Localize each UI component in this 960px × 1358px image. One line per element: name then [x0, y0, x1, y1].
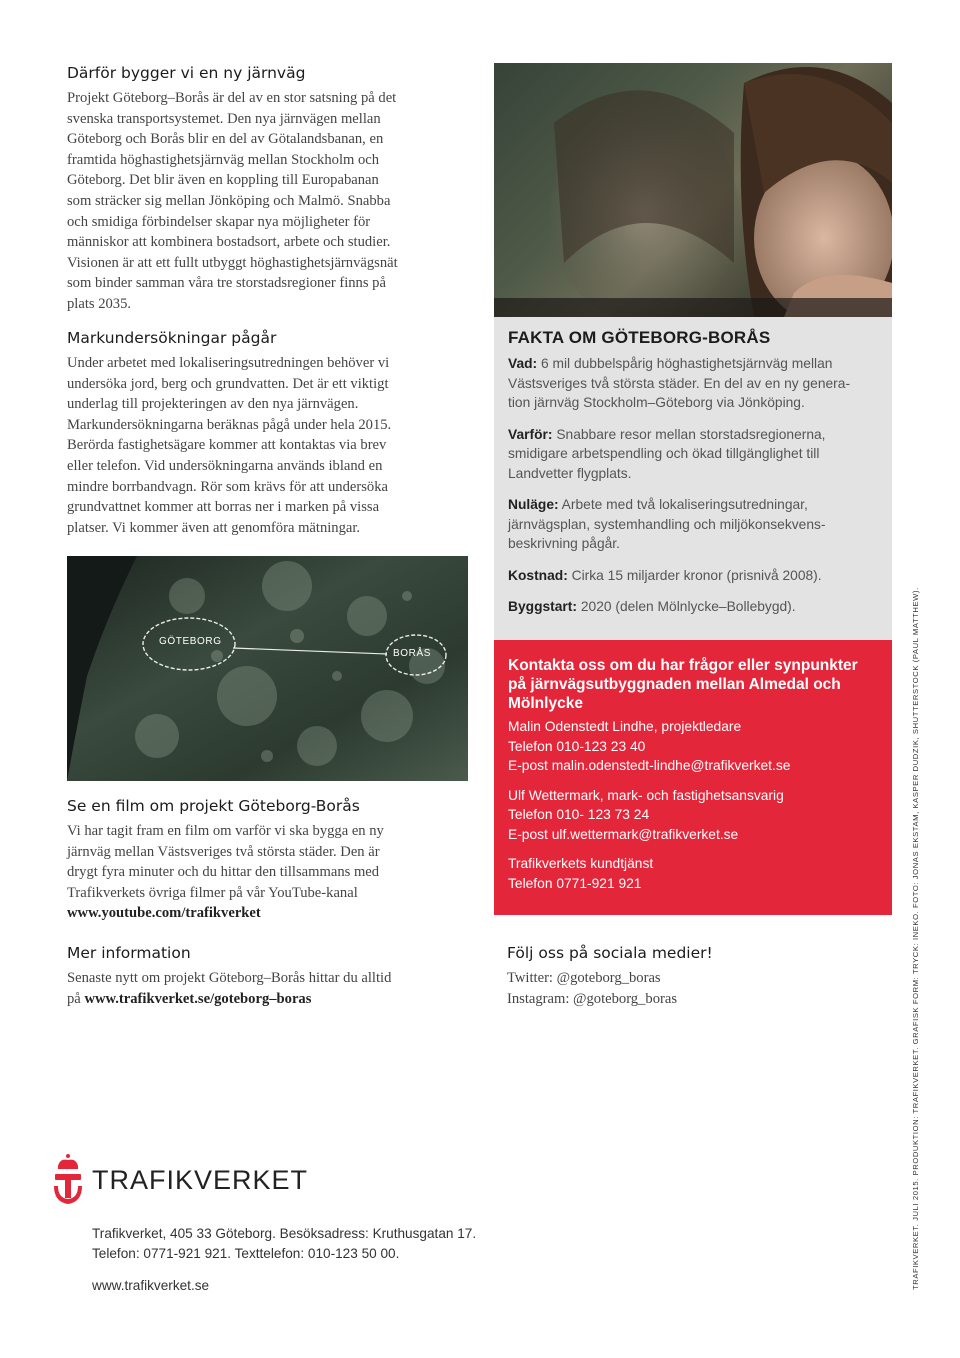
- text-line: 6 mil dubbelspårig höghastighetsjärnväg mellan: [540, 356, 833, 371]
- section-more-info-body: [67, 968, 477, 1009]
- fact-content: [508, 328, 880, 629]
- map-label-goteborg: GÖTEBORG: [159, 636, 222, 647]
- text-line: Cirka 15 miljarder kronor (prisnivå 2008).: [571, 567, 822, 583]
- section-film-body: [67, 821, 477, 924]
- satellite-map-image: [67, 556, 468, 781]
- text-line: på järnvägsutbyggnaden mellan Almedal och: [508, 676, 841, 693]
- text-line: beskrivning pågår.: [508, 536, 620, 551]
- section-ground-survey-heading: Markundersökningar pågår: [67, 329, 277, 347]
- contact-name: Ulf Wettermark, mark- och fastighetsansvarig: [508, 787, 784, 803]
- text-line: eller telefon. Vid undersökningarna används ibland en: [67, 457, 383, 474]
- text-line: mindre borrbandvagn. Rör som krävs för att undersöka: [67, 478, 388, 495]
- youtube-link[interactable]: www.youtube.com/trafikverket: [67, 905, 261, 922]
- map-label-boras: BORÅS: [393, 648, 432, 659]
- text-line: som binder samman våra tre storstadsregioner finns på: [67, 275, 386, 292]
- section-why-body: [67, 88, 477, 315]
- text-line: Snabbare resor mellan storstadsregionerna,: [556, 426, 826, 442]
- fact-label: Nuläge:: [508, 497, 559, 512]
- text-line: Landvetter flygplats.: [508, 465, 632, 481]
- contact-name: Trafikverkets kundtjänst: [508, 856, 654, 871]
- text-line: Vi har tagit fram en film om varför vi ska bygga en ny: [67, 823, 384, 839]
- text-line: som sträcker sig mellan Jönköping och Malmö. Snabba: [67, 192, 391, 209]
- contact-customer-service: [508, 854, 880, 893]
- text-line: drygt fyra minuter och du hittar den tillsammans med: [67, 864, 380, 881]
- photo-illustration: [494, 63, 892, 317]
- text-line: plats 2035.: [67, 295, 132, 312]
- contact-land-manager: [508, 786, 880, 845]
- text-line: Projekt Göteborg–Borås är del av en stor satsning på det: [67, 90, 397, 106]
- instagram-handle[interactable]: Instagram: @goteborg_boras: [507, 990, 678, 1007]
- fact-label: Byggstart:: [508, 599, 577, 614]
- text-line: Göteborg och Borås blir en del av Götalandsbanan, en: [67, 131, 384, 148]
- text-line: järnväg mellan Västsveriges två största städer. Den är: [67, 843, 380, 860]
- text-line: underlag till projekteringen av den nya järnvägen.: [67, 396, 359, 413]
- footer-website[interactable]: www.trafikverket.se: [92, 1278, 210, 1293]
- text-prefix: på: [67, 990, 85, 1007]
- trafikverket-logo: [50, 1152, 310, 1210]
- section-more-info-heading: Mer information: [67, 944, 191, 962]
- text-line: platser. Vi kommer även att genomföra mätningar.: [67, 519, 361, 536]
- contact-name: Malin Odenstedt Lindhe, projektledare: [508, 719, 742, 734]
- fact-title: FAKTA OM GÖTEBORG-BORÅS: [508, 328, 771, 347]
- section-more-info: [67, 944, 477, 1009]
- section-social: [507, 944, 887, 1009]
- contact-email[interactable]: E-post ulf.wettermark@trafikverket.se: [508, 826, 739, 842]
- child-window-photo: [494, 63, 892, 317]
- text-line: Kontakta oss om du har frågor eller synpunkter: [508, 657, 858, 674]
- text-line: Markundersökningarna beräknas pågå under hela 2015.: [67, 416, 392, 433]
- text-line: Västsveriges två största städer. En del av en ny genera-: [508, 375, 851, 391]
- text-line: smidigare arbetspendling och ökad tillgänglighet till: [508, 446, 820, 461]
- text-line: Göteborg. Det blir även en koppling till Europabanan: [67, 172, 379, 189]
- text-line: undersöka jord, berg och grundvatten. Det är ett viktigt: [67, 375, 389, 392]
- section-why: [67, 64, 477, 315]
- text-line: grundvattnet kommer att borras ner i marken på vissa: [67, 499, 380, 516]
- contact-phone[interactable]: Telefon 010- 123 73 24: [508, 807, 650, 822]
- text-line: 2020 (delen Mölnlycke–Bollebygd).: [580, 599, 796, 614]
- text-line: framtida höghastighetsjärnväg mellan Stockholm och: [67, 151, 380, 168]
- contact-project-manager: [508, 717, 880, 776]
- text-line: Visionen är att ett fullt utbyggt höghastighetsjärnvägsnät: [67, 254, 398, 271]
- section-film-heading: Se en film om projekt Göteborg-Borås: [67, 797, 360, 815]
- text-line: och smidiga förbindelser skapar nya möjligheter för: [67, 213, 371, 230]
- fact-label: Varför:: [508, 426, 553, 442]
- production-credit: TRAFIKVERKET. JULI 2015. PRODUKTION: TRAFIKVERKET. GRAFISK FORM: TRYCK: INEKO. FOTO: JONAS EKSTAM, KASPER DUDZIK, SHUTTERSTOCK (PAUL MATTHEW).: [911, 587, 920, 1290]
- contact-phone[interactable]: Telefon 0771-921 921: [508, 875, 642, 891]
- section-social-heading: Följ oss på sociala medier!: [507, 944, 713, 962]
- text-line: tion järnväg Stockholm–Göteborg via Jönköping.: [508, 395, 805, 410]
- text-line: Senaste nytt om projekt Göteborg–Borås hittar du alltid: [67, 970, 392, 986]
- text-line: människor att kombinera bostadsort, arbete och studier.: [67, 234, 391, 251]
- fact-label: Vad:: [508, 356, 538, 371]
- twitter-handle[interactable]: Twitter: @goteborg_boras: [507, 970, 661, 986]
- fact-build-start: [508, 597, 880, 617]
- map-illustration: [67, 556, 468, 781]
- text-line: Under arbetet med lokaliseringsutredningen behöver vi: [67, 355, 390, 371]
- project-website-link[interactable]: www.trafikverket.se/goteborg–boras: [84, 990, 312, 1007]
- footer: [92, 1224, 612, 1296]
- text-line: svenska transportsystemet. Den nya järnvägen mellan: [67, 110, 381, 127]
- section-ground-survey-body: [67, 353, 477, 538]
- fact-label: Kostnad:: [508, 567, 568, 583]
- text-line: järnvägsplan, systemhandling och miljökonsekvens-: [508, 516, 826, 532]
- fact-what: [508, 354, 880, 413]
- text-line: Arbete med två lokaliseringsutredningar,: [561, 497, 808, 512]
- crown-t-icon: [50, 1152, 86, 1210]
- text-line: Trafikverkets övriga filmer på vår YouTube-kanal: [67, 884, 358, 901]
- footer-address: Trafikverket, 405 33 Göteborg. Besöksadress: Kruthusgatan 17.: [92, 1226, 477, 1241]
- contact-content: [508, 656, 880, 903]
- section-ground-survey: [67, 329, 477, 538]
- section-film: [67, 797, 477, 924]
- logo-wordmark: TRAFIKVERKET: [92, 1165, 309, 1195]
- contact-heading: [508, 656, 880, 713]
- contact-phone[interactable]: Telefon 010-123 23 40: [508, 738, 646, 754]
- text-line: Mölnlycke: [508, 695, 583, 712]
- fact-why: [508, 425, 880, 484]
- contact-email[interactable]: E-post malin.odenstedt-lindhe@trafikverket.se: [508, 758, 791, 773]
- fact-status: [508, 495, 880, 554]
- section-social-body: [507, 968, 887, 1009]
- text-line: Berörda fastighetsägare kommer att kontaktas via brev: [67, 437, 387, 454]
- fact-cost: [508, 566, 880, 586]
- footer-phone: Telefon: 0771-921 921. Texttelefon: 010-123 50 00.: [92, 1246, 400, 1261]
- section-why-heading: Därför bygger vi en ny järnväg: [67, 64, 306, 82]
